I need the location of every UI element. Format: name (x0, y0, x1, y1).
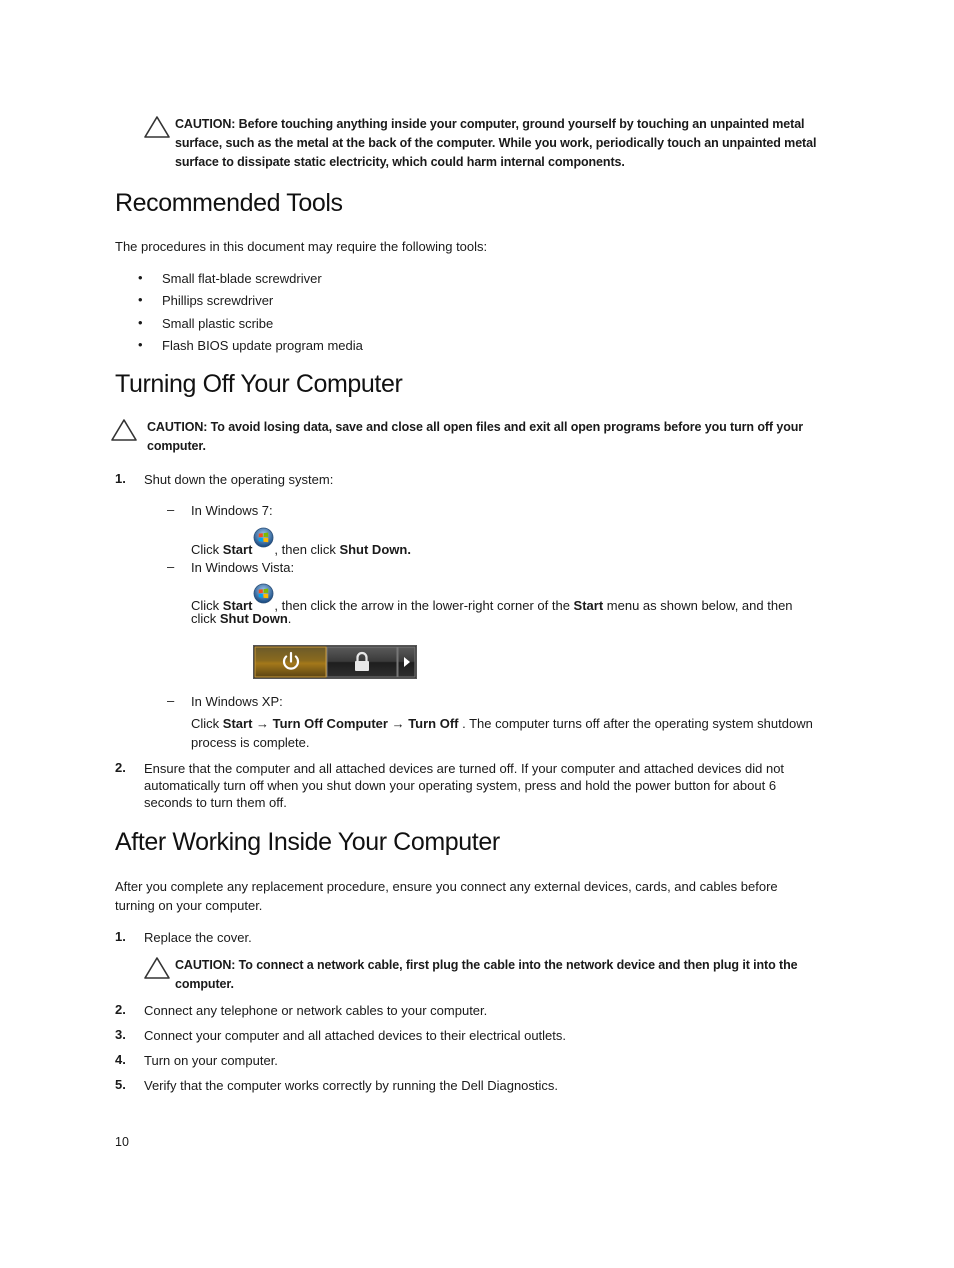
step-text: Connect your computer and all attached devices to their electrical outlets. (144, 1028, 567, 1043)
step-text: Turn on your computer. (144, 1053, 278, 1068)
after-intro-line-1: After you complete any replacement procedure, ensure you connect any external devices, cards, and cables before (115, 879, 778, 894)
step-number: 2. (115, 760, 126, 775)
turning-off-heading: Turning Off Your Computer (115, 370, 403, 398)
start-label: Start (222, 542, 253, 557)
bullet-icon: • (138, 337, 143, 352)
dash-icon: – (167, 502, 175, 517)
caution-ground-line-2: surface, such as the metal at the back of the computer. While you work, periodically touch an unpainted metal (175, 136, 817, 150)
caution-network-line-1: CAUTION: To connect a network cable, first plug the cable into the network device and then plug it into the (175, 958, 798, 972)
caution-triangle-icon (110, 418, 138, 442)
caution-turnoff (147, 418, 827, 456)
caution-triangle-icon (143, 115, 171, 139)
caution-network (175, 956, 825, 994)
caution-ground-line-3: surface to dissipate static electricity, which could harm internal components. (175, 155, 625, 169)
click-text: Click (191, 716, 223, 731)
page-number: 10 (115, 1135, 129, 1149)
step-number: 1. (115, 929, 126, 944)
dash-icon: – (167, 559, 175, 574)
step-number: 3. (115, 1027, 126, 1042)
click-text: Click (191, 542, 223, 557)
period-text: . (287, 611, 292, 626)
win7-instruction (191, 535, 411, 558)
caution-ground (175, 115, 825, 172)
after-text: menu as shown below, and then (603, 598, 793, 613)
bullet-icon: • (138, 315, 143, 330)
turn-off-computer-label: Turn Off Computer (272, 716, 388, 731)
xp-label: In Windows XP: (191, 694, 283, 709)
start-label: Start (222, 716, 253, 731)
step-number: 2. (115, 1002, 126, 1017)
caution-turnoff-line-2: computer. (147, 439, 206, 453)
after-intro (115, 877, 815, 915)
after-working-heading: After Working Inside Your Computer (115, 828, 500, 856)
caution-network-line-2: computer. (175, 977, 234, 991)
click-text: click (191, 611, 220, 626)
caution-turnoff-line-1: CAUTION: To avoid losing data, save and close all open files and exit all open programs before you turn off your (147, 420, 804, 434)
step-text (144, 760, 824, 811)
step-number: 4. (115, 1052, 126, 1067)
step-text: Replace the cover. (144, 930, 252, 945)
caution-triangle-icon (143, 956, 171, 980)
tool-item: Small plastic scribe (162, 316, 274, 331)
bullet-icon: • (138, 270, 143, 285)
xp-instruction-line2: process is complete. (191, 735, 310, 750)
step-text: Shut down the operating system: (144, 472, 334, 487)
step-text-line-2: automatically turn off when you shut down your operating system, press and hold the power button for about 6 (144, 778, 777, 793)
vista-instruction-line2 (191, 610, 291, 627)
xp-instruction (191, 715, 813, 732)
after-text: . The computer turns off after the operating system shutdown (458, 716, 813, 731)
arrow-text: → (252, 716, 273, 731)
arrow-text: → (387, 716, 409, 731)
vista-shutdown-bar-graphic (254, 646, 416, 678)
step-text-line-3: seconds to turn them off. (144, 795, 287, 810)
step-number: 5. (115, 1077, 126, 1092)
windows-start-orb-icon (253, 583, 274, 604)
bullet-icon: • (138, 292, 143, 307)
tool-item: Phillips screwdriver (162, 293, 274, 308)
vista-shutdown-bar (253, 645, 417, 679)
step-number: 1. (115, 471, 126, 486)
vista-label: In Windows Vista: (191, 560, 295, 575)
shutdown-label: Shut Down. (339, 542, 411, 557)
then-text: , then click the arrow in the lower-right corner of the (274, 598, 574, 613)
win7-label: In Windows 7: (191, 503, 273, 518)
caution-ground-line-1: CAUTION: Before touching anything inside your computer, ground yourself by touching an unpainted metal (175, 117, 805, 131)
recommended-tools-heading: Recommended Tools (115, 189, 343, 217)
turn-off-label: Turn Off (408, 716, 459, 731)
click-text: Click (191, 598, 223, 613)
then-text: , then click (274, 542, 340, 557)
tools-intro: The procedures in this document may require the following tools: (115, 239, 488, 254)
step-text: Connect any telephone or network cables to your computer. (144, 1003, 488, 1018)
tool-item: Small flat-blade screwdriver (162, 271, 322, 286)
dash-icon: – (167, 693, 175, 708)
shutdown-label: Shut Down (219, 611, 288, 626)
start-label-2: Start (573, 598, 604, 613)
step-text-line-1: Ensure that the computer and all attached devices are turned off. If your computer and attached devices did not (144, 761, 785, 776)
after-intro-line-2: turning on your computer. (115, 898, 263, 913)
start-label: Start (222, 598, 253, 613)
windows-start-orb-icon (253, 527, 274, 548)
step-text: Verify that the computer works correctly by running the Dell Diagnostics. (144, 1078, 559, 1093)
tool-item: Flash BIOS update program media (162, 338, 363, 353)
